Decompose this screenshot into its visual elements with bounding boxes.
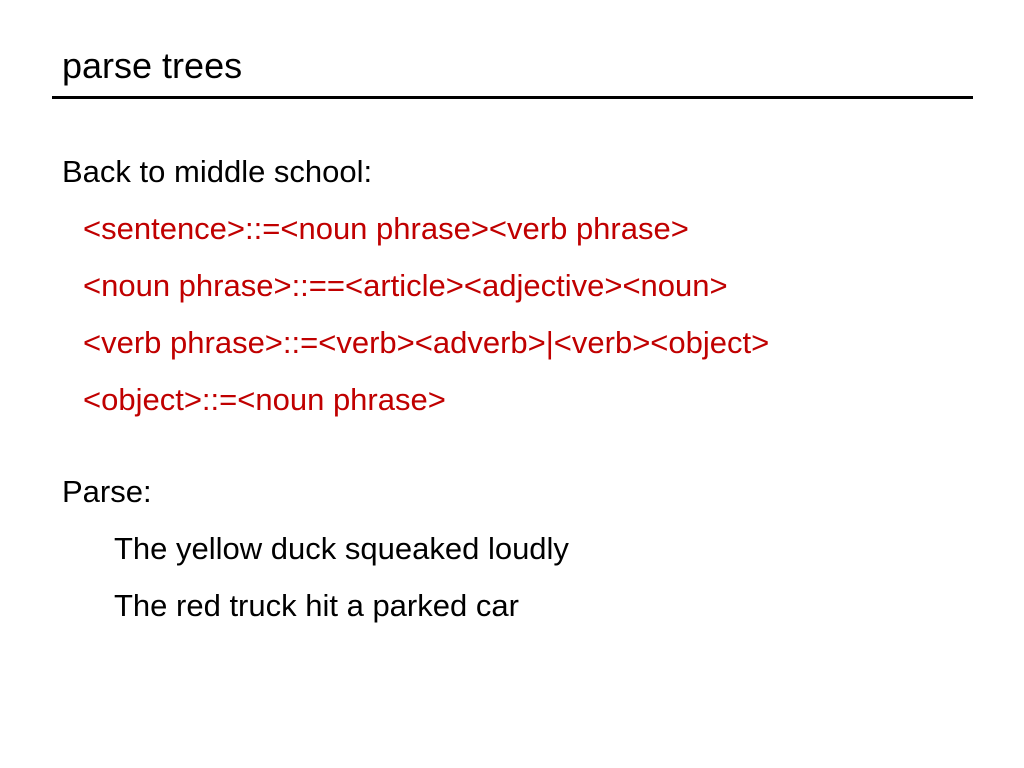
grammar-rule-verb-phrase: <verb phrase>::=<verb><adverb>|<verb><object>: [83, 325, 770, 360]
title-divider: [52, 96, 973, 99]
parse-heading: Parse:: [62, 474, 152, 509]
example-sentence-1: The yellow duck squeaked loudly: [114, 531, 569, 566]
slide-title: parse trees: [62, 45, 243, 86]
grammar-rule-noun-phrase: <noun phrase>::==<article><adjective><noun>: [83, 268, 728, 303]
grammar-rule-object: <object>::=<noun phrase>: [83, 382, 446, 417]
example-sentence-2: The red truck hit a parked car: [114, 588, 519, 623]
intro-text: Back to middle school:: [62, 154, 373, 189]
grammar-rule-sentence: <sentence>::=<noun phrase><verb phrase>: [83, 211, 689, 246]
